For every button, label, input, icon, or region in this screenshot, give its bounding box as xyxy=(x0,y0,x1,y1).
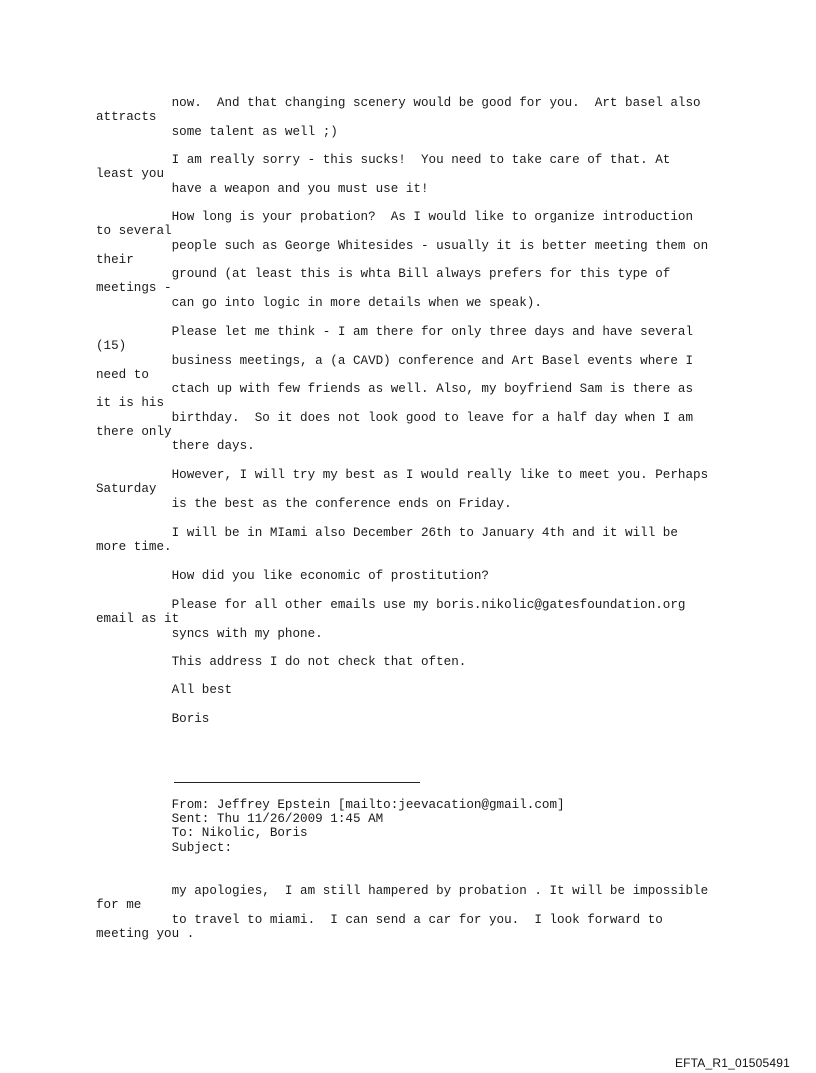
header-from: From: Jeffrey Epstein [mailto:jeevacation@gmail.com] xyxy=(96,798,565,812)
header-to: To: Nikolic, Boris xyxy=(96,826,308,840)
paragraph-sorry: I am really sorry - this sucks! You need to take care of that. At least you have a weapon and you must use it! xyxy=(96,153,671,196)
original-message: my apologies, I am still hampered by probation . It will be impossible for me to travel to miami. I can send a car for you. I look forward to meeting you . xyxy=(96,884,709,941)
signature: Boris xyxy=(96,712,210,726)
paragraph-scenery: now. And that changing scenery would be good for you. Art basel also attracts some talent as well ;) xyxy=(96,96,701,139)
separator-line xyxy=(174,782,420,783)
paragraph-signoff: All best xyxy=(96,683,233,697)
paragraph-schedule: Please let me think - I am there for only three days and have several (15) business meetings, a (a CAVD) conference and Art Basel events where I need to ctach up with few friends as well. Also, my boyfriend Sam is there as it is his birthday. So it does not look good to leave for a half day when I am there only there days. xyxy=(96,325,694,454)
document-id: EFTA_R1_01505491 xyxy=(674,1056,790,1070)
paragraph-saturday: However, I will try my best as I would really like to meet you. Perhaps Saturday is the best as the conference ends on Friday. xyxy=(96,468,709,511)
header-subject: Subject: xyxy=(96,841,233,855)
paragraph-miami-dates: I will be in MIami also December 26th to January 4th and it will be more time. xyxy=(96,526,678,555)
paragraph-address: This address I do not check that often. xyxy=(96,655,467,669)
paragraph-email: Please for all other emails use my boris.nikolic@gatesfoundation.org email as it syncs with my phone. xyxy=(96,598,686,641)
header-sent: Sent: Thu 11/26/2009 1:45 AM xyxy=(96,812,384,826)
paragraph-question: How did you like economic of prostitution? xyxy=(96,569,489,583)
paragraph-probation: How long is your probation? As I would like to organize introduction to several people such as George Whitesides - usually it is better meeting them on their ground (at least this is whta Bill always prefers for this type of meetings - can go into logic in more details when we speak). xyxy=(96,210,709,310)
